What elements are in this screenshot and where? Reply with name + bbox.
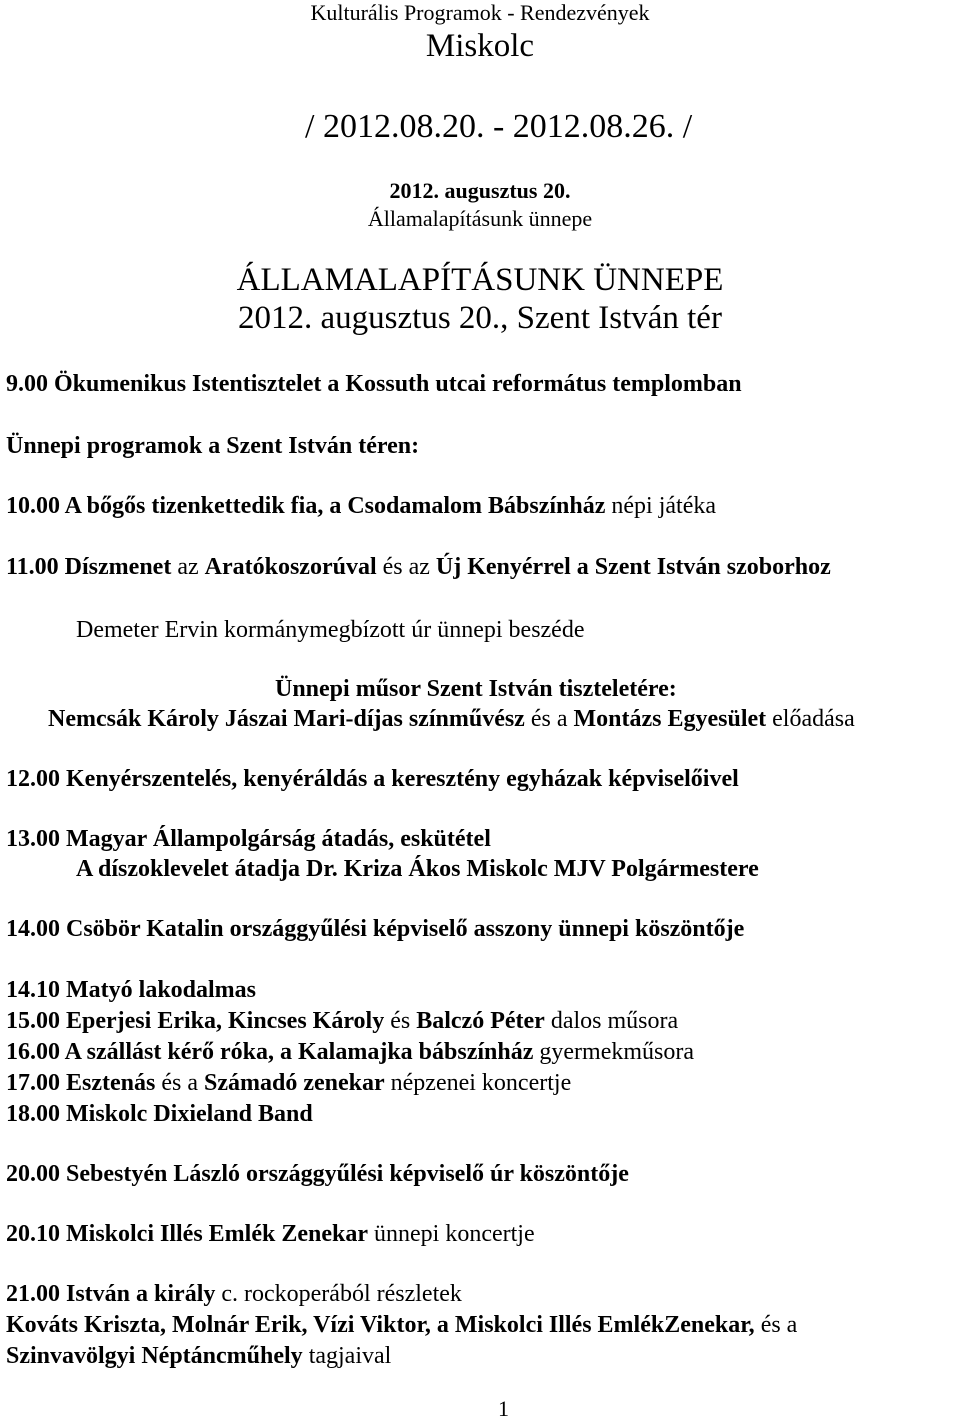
program-1600 xyxy=(6,1040,694,1064)
program-1100-a: 11.00 Díszmenet xyxy=(6,554,172,580)
program-1700 xyxy=(6,1071,571,1095)
show-d: előadása xyxy=(766,706,855,732)
show-a: Nemcsák Károly Jászai Mari-díjas színművész xyxy=(48,706,525,732)
program-1700-a: 17.00 Esztenás xyxy=(6,1070,156,1096)
square-heading: Ünnepi programok a Szent István téren: xyxy=(6,433,420,459)
cast-b: és a xyxy=(754,1312,798,1338)
event-date-place: 2012. augusztus 20., Szent István tér xyxy=(238,300,722,336)
speech-line: Demeter Ervin kormánymegbízott úr ünnepi beszéde xyxy=(76,617,585,643)
program-1300: 13.00 Magyar Állampolgárság átadás, eskütétel xyxy=(6,826,491,852)
cast2-b: tagjaival xyxy=(302,1343,392,1369)
program-2010 xyxy=(6,1222,535,1246)
program-1500-d: dalos műsora xyxy=(544,1008,679,1034)
program-1100 xyxy=(6,555,831,579)
program-1700-d: népzenei koncertje xyxy=(384,1070,572,1096)
program-2100-b: c. rockoperából részletek xyxy=(215,1281,462,1307)
program-1400: 14.00 Csöbör Katalin országgyűlési képviselő asszony ünnepi köszöntője xyxy=(6,916,745,942)
category-heading: Kulturális Programok - Rendezvények xyxy=(310,0,650,25)
event-title: ÁLLAMALAPÍTÁSUNK ÜNNEPE xyxy=(236,262,724,298)
show-performers xyxy=(48,707,855,731)
cast2-a: Szinvavölgyi Néptáncműhely xyxy=(6,1343,303,1369)
program-2100-a: 21.00 István a király xyxy=(6,1281,216,1307)
program-1200: 12.00 Kenyérszentelés, kenyéráldás a keresztény egyházak képviselőivel xyxy=(6,766,739,792)
program-1800: 18.00 Miskolc Dixieland Band xyxy=(6,1101,313,1127)
program-1500-c: Balczó Péter xyxy=(416,1008,545,1034)
page-number: 1 xyxy=(498,1396,509,1421)
cast-a: Kováts Kriszta, Molnár Erik, Vízi Viktor, a Miskolci Illés EmlékZenekar, xyxy=(6,1312,755,1338)
program-1500-b: és xyxy=(384,1008,417,1034)
program-2010-b: ünnepi koncertje xyxy=(368,1221,535,1247)
program-1600-a: 16.00 A szállást kérő róka, a Kalamajka bábszínház xyxy=(6,1039,534,1065)
program-1100-b: az xyxy=(171,554,205,580)
program-1300-sub: A díszoklevelet átadja Dr. Kriza Ákos Miskolc MJV Polgármestere xyxy=(76,856,759,882)
program-2100 xyxy=(6,1282,462,1306)
show-b: és a xyxy=(524,706,574,732)
program-1700-c: Számadó zenekar xyxy=(204,1070,385,1096)
program-1100-c: Aratókoszorúval xyxy=(204,554,377,580)
date-range: / 2012.08.20. - 2012.08.26. / xyxy=(305,108,693,145)
program-2000: 20.00 Sebestyén László országgyűlési képviselő úr köszöntője xyxy=(6,1161,629,1187)
event-date: 2012. augusztus 20. xyxy=(389,178,571,203)
cast-line-1 xyxy=(6,1313,797,1337)
program-1600-b: gyermekműsora xyxy=(533,1039,694,1065)
show-heading: Ünnepi műsor Szent István tiszteletére: xyxy=(275,676,677,702)
program-1100-e: Új Kenyérrel a Szent István szoborhoz xyxy=(435,554,831,580)
program-2010-a: 20.10 Miskolci Illés Emlék Zenekar xyxy=(6,1221,368,1247)
city-title: Miskolc xyxy=(425,28,535,64)
program-1000-rest: népi játéka xyxy=(605,493,717,519)
program-1410: 14.10 Matyó lakodalmas xyxy=(6,977,257,1003)
program-1000 xyxy=(6,494,716,518)
event-subtitle: Államalapításunk ünnepe xyxy=(367,206,593,231)
show-c: Montázs Egyesület xyxy=(573,706,767,732)
cast-line-2 xyxy=(6,1344,391,1368)
program-1700-b: és a xyxy=(155,1070,204,1096)
program-1100-d: és az xyxy=(376,554,436,580)
program-1500-a: 15.00 Eperjesi Erika, Kincses Károly xyxy=(6,1008,385,1034)
program-0900: 9.00 Ökumenikus Istentisztelet a Kossuth utcai református templomban xyxy=(6,371,742,397)
program-1000-title: 10.00 A bőgős tizenkettedik fia, a Csodamalom Bábszínház xyxy=(6,493,606,519)
program-1500 xyxy=(6,1009,678,1033)
